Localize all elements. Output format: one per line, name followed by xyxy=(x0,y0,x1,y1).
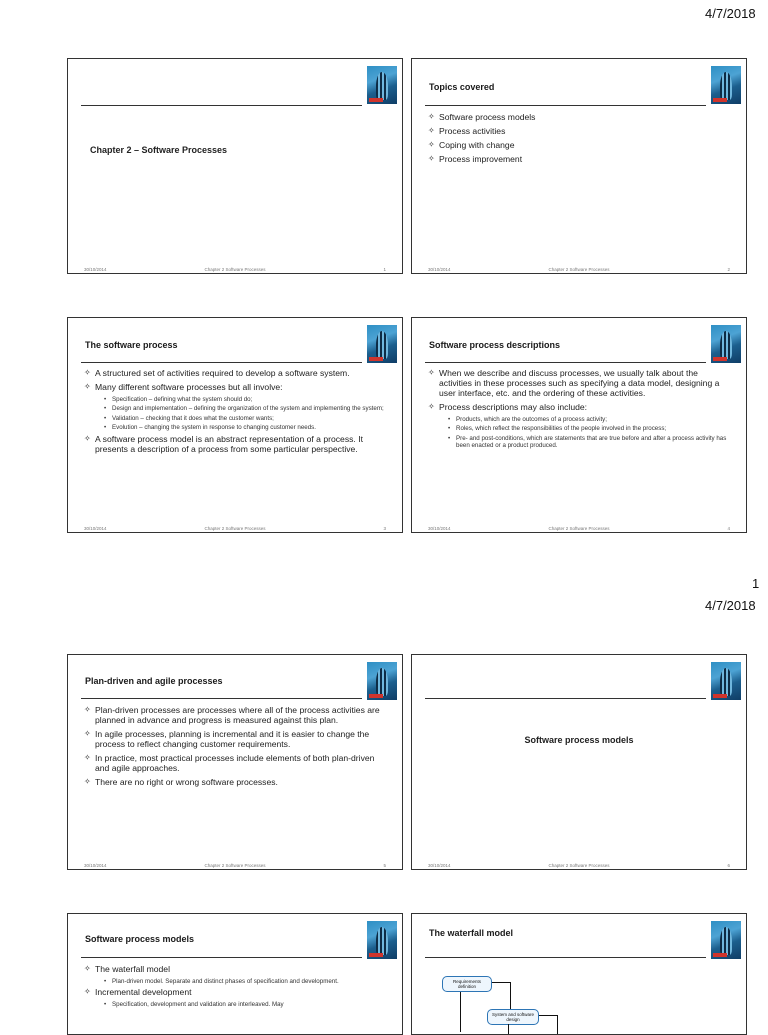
bullet: ✧ There are no right or wrong software processes. xyxy=(84,777,388,787)
slide-process-models xyxy=(67,913,403,1035)
bullet: ✧ In practice, most practical processes include elements of both plan-driven and agile approaches. xyxy=(84,753,388,773)
sub-bullet: • Pre- and post-conditions, which are statements that are true before and after a process activity has been enacted or a product produced. xyxy=(448,435,732,450)
bullet: ✧ Many different software processes but all involve: xyxy=(84,382,388,392)
bullet: ✧ Plan-driven processes are processes where all of the process activities are planned in advance and progress is measured against this plan. xyxy=(84,705,388,725)
divider xyxy=(81,957,362,958)
sub-bullet: • Evolution – changing the system in response to changing customer needs. xyxy=(104,424,388,431)
slide-title: Software process models xyxy=(85,934,195,944)
diagram-box-requirements: Requirements definition xyxy=(442,976,492,992)
bullet: ✧ In agile processes, planning is incremental and it is easier to change the process to reflect changing customer requirements. xyxy=(84,729,388,749)
slide-body xyxy=(84,705,388,791)
divider xyxy=(425,957,706,958)
bullet: ✧ A structured set of activities required to develop a software system. xyxy=(84,368,388,378)
slide-body xyxy=(84,368,388,458)
bullet: ✧ When we describe and discuss processes, we usually talk about the activities in these processes such as specifying a data model, designing a user interface, etc. and the ordering of these activities. xyxy=(428,368,732,398)
book-cover-icon xyxy=(367,325,397,363)
divider xyxy=(81,105,362,106)
divider xyxy=(425,698,706,699)
slide-chapter-title: Chapter 2 – Software Processes 30/10/2014 Chapter 2 Software Processes 1 xyxy=(67,58,403,274)
bullet: ✧ Software process models xyxy=(428,112,732,122)
diagram-connector xyxy=(492,982,510,983)
slide-body xyxy=(428,368,732,452)
book-cover-icon xyxy=(711,66,741,104)
bullet: ✧ Process improvement xyxy=(428,154,732,164)
slide-title: The waterfall model xyxy=(429,928,514,938)
slide-title: Software process models xyxy=(524,735,634,745)
slide-title: Software process descriptions xyxy=(429,340,561,350)
slide-topics-covered: Topics covered ✧ Software process models ✧ Process activities ✧ Coping with change ✧ Process improvement 30/10/2014 Chapter 2 Software Processes 2 xyxy=(411,58,747,274)
slide-waterfall-model xyxy=(411,913,747,1035)
diagram-connector xyxy=(460,992,461,1032)
sub-bullet: • Validation – checking that it does what the customer wants; xyxy=(104,415,388,422)
divider xyxy=(81,362,362,363)
bullet: ✧ Process activities xyxy=(428,126,732,136)
slide-process-models-section: Software process models 30/10/2014 Chapter 2 Software Processes 6 xyxy=(411,654,747,870)
book-cover-icon xyxy=(367,921,397,959)
divider xyxy=(81,698,362,699)
bullet: ✧ Incremental development xyxy=(84,987,388,997)
slide-process-descriptions: Software process descriptions ✧ When we describe and discuss processes, we usually talk about the activities in these processes such as specifying a data model, designing a user interface, etc. and the ordering of these activities. ✧ Process descriptions may also include: • Products, which are the outcomes of a process activity; • Roles, which reflect the responsibilities of the people involved in the process; • Pre- and post-conditions, which are statements that are true before and after a process activity has been enacted or a product produced. 30/10/2014 Chapter 2 Software Processes 4 xyxy=(411,317,747,533)
page-date: 4/7/2018 xyxy=(705,598,756,613)
book-cover-icon xyxy=(711,921,741,959)
book-cover-icon xyxy=(711,325,741,363)
sub-bullet: • Specification, development and validation are interleaved. May xyxy=(104,1001,388,1008)
slide-body xyxy=(84,964,388,1011)
sub-bullet: • Products, which are the outcomes of a process activity; xyxy=(448,416,732,423)
divider xyxy=(425,105,706,106)
slide-title: Chapter 2 – Software Processes xyxy=(90,145,228,155)
book-cover-icon xyxy=(711,662,741,700)
slide-title: Plan-driven and agile processes xyxy=(85,676,223,686)
diagram-connector xyxy=(510,982,511,1009)
bullet: ✧ The waterfall model xyxy=(84,964,388,974)
slide-plan-driven-agile: Plan-driven and agile processes ✧ Plan-driven processes are processes where all of the process activities are planned in advance and progress is measured against this plan. ✧ In agile processes, planning is incremental and it is easier to change the process to reflect changing customer requirements. ✧ In practice, most practical processes include elements of both plan-driven and agile approaches. ✧ There are no right or wrong software processes. 30/10/2014 Chapter 2 Software Processes 5 xyxy=(67,654,403,870)
diagram-connector xyxy=(539,1015,557,1016)
divider xyxy=(425,362,706,363)
bullet: ✧ Process descriptions may also include: xyxy=(428,402,732,412)
diagram-connector xyxy=(508,1024,509,1034)
slide-title: Topics covered xyxy=(429,82,495,92)
bullet: ✧ Coping with change xyxy=(428,140,732,150)
slide-software-process: The software process ✧ A structured set of activities required to develop a software system. ✧ Many different software processes but all involve: • Specification – defining what the system should do; • Design and implementation – defining the organization of the system and implementing the system; • Validation – checking that it does what the customer wants; • Evolution – changing the system in response to changing customer needs. ✧ A software process model is an abstract representation of a process. It presents a description of a process from some particular perspective. 30/10/2014 Chapter 2 Software Processes 3 xyxy=(67,317,403,533)
diagram-box-design: System and software design xyxy=(487,1009,539,1025)
page-number: 1 xyxy=(752,576,760,591)
diagram-connector xyxy=(557,1015,558,1035)
page-date: 4/7/2018 xyxy=(705,6,756,21)
sub-bullet: • Roles, which reflect the responsibilities of the people involved in the process; xyxy=(448,425,732,432)
bullet: ✧ A software process model is an abstract representation of a process. It presents a description of a process from some particular perspective. xyxy=(84,434,388,454)
slide-title: The software process xyxy=(85,340,178,350)
book-cover-icon xyxy=(367,662,397,700)
sub-bullet: • Plan-driven model. Separate and distinct phases of specification and development. xyxy=(104,978,388,985)
sub-bullet: • Specification – defining what the system should do; xyxy=(104,396,388,403)
slide-body xyxy=(428,112,732,168)
book-cover-icon xyxy=(367,66,397,104)
sub-bullet: • Design and implementation – defining the organization of the system and implementing the system; xyxy=(104,405,388,412)
